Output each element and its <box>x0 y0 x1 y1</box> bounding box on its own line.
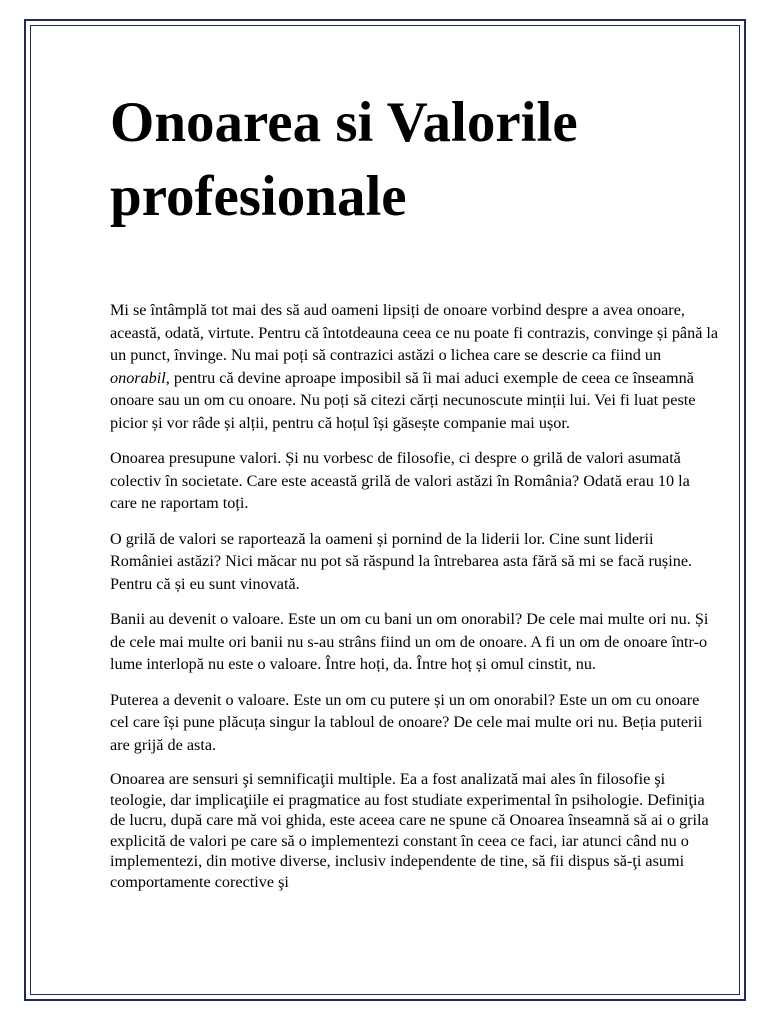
paragraph-6: Onoarea are sensuri şi semnificaţii multiple. Ea a fost analizată mai ales în filosofie şi teologie, dar implicaţiile ei pragmatice au fost studiate experimental în psihologie. Definiţia de lucru, după care mă voi ghida, este aceea care ne spune că Onoarea înseamnă să ai o grila explicită de valori pe care să o implementezi constant în ceea ce faci, iar atunci când nu o implementezi, din motive diverse, inclusiv independente de tine, să fii dispus să-ţi asumi comportamente corective şi <box>110 770 709 891</box>
paragraph-1-emphasis: onorabil <box>110 368 166 387</box>
paragraph-1-text-b: , pentru că devine aproape imposibil să îi mai aduci exemple de ceea ce înseamnă onoare sau un om cu onoare. Nu poți să citezi cărți necunoscute minții lui. Vei fi luat peste picior și vor râde și alții, pentru că hoțul își găsește companie mai ușor. <box>110 368 696 432</box>
paragraph-5: Puterea a devenit o valoare. Este un om cu putere și un om onorabil? Este un om cu onoare cel care își pune plăcuța singur la tabloul de onoare? De cele mai multe ori nu. Beția puterii are grijă de asta. <box>110 690 703 754</box>
paragraph-3: O grilă de valori se raportează la oameni și pornind de la liderii lor. Cine sunt liderii României astăzi? Nici măcar nu pot să răspund la întrebarea asta fără să mi se facă rușine. Pentru că și eu sunt vinovată. <box>110 529 693 593</box>
document-title: Onoarea si Valorile profesionale <box>110 91 578 228</box>
paragraph-1 <box>110 299 720 434</box>
document-body <box>110 86 720 892</box>
paragraph-4: Banii au devenit o valoare. Este un om cu bani un om onorabil? De cele mai multe ori nu. Și de cele mai multe ori banii nu s-au strâns fiind un om de onoare. A fi un om de onoare într-o lume interlopă nu este o valoare. Între hoți, da. Între hoț și omul cinstit, nu. <box>110 610 709 673</box>
paragraph-2: Onoarea presupune valori. Și nu vorbesc de filosofie, ci despre o grilă de valori asumată colectiv în societate. Care este această grilă de valori astăzi în România? Odată erau 10 la care ne raportam toți. <box>110 449 690 512</box>
paragraph-1-text-a: Mi se întâmplă tot mai des să aud oameni lipsiți de onoare vorbind despre a avea onoare, această, odată, virtute. Pentru că întotdeauna ceea ce nu poate fi contrazis, convinge și până la un punct, învinge. Nu mai poți să contrazici astăzi o lichea care se descrie ca fiind un <box>110 301 719 364</box>
